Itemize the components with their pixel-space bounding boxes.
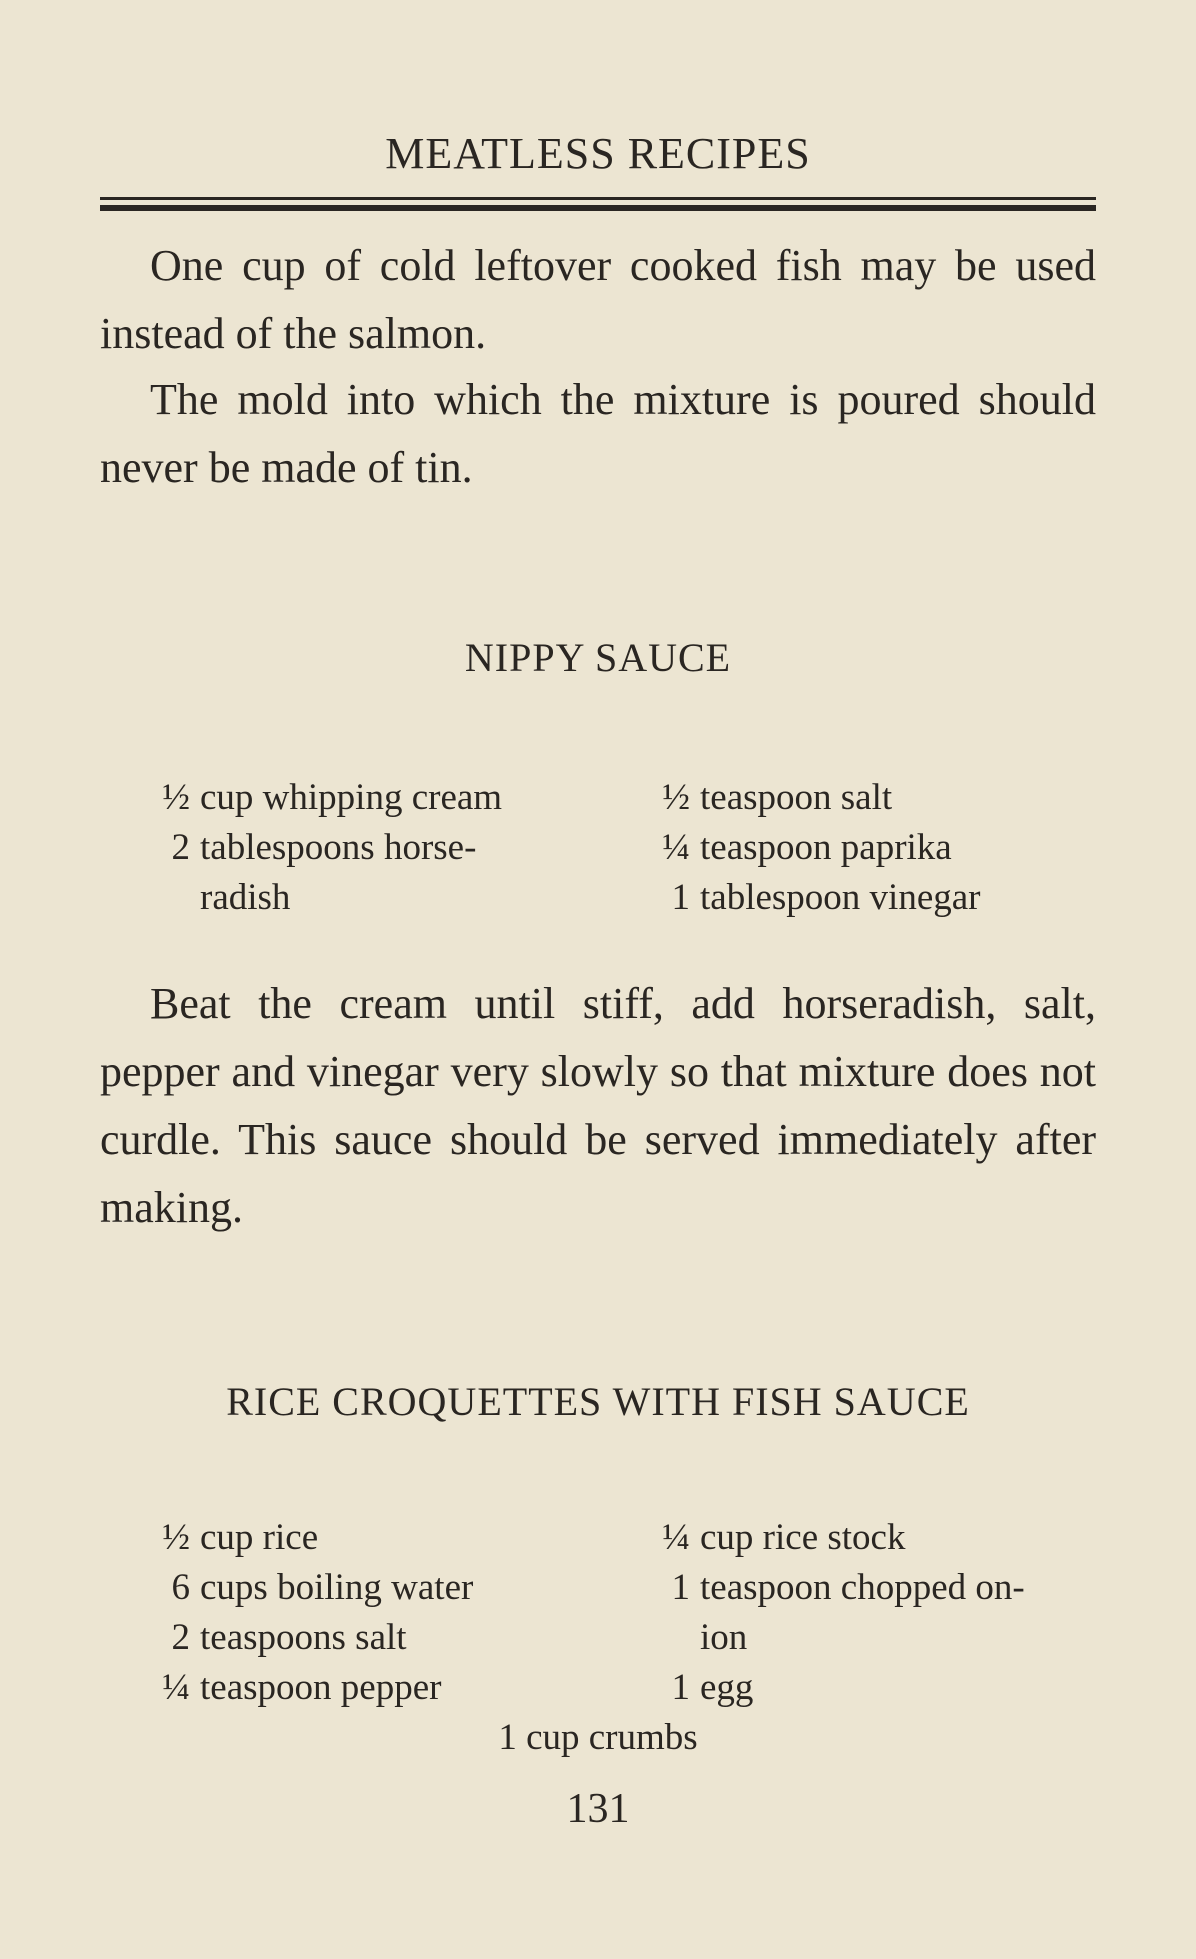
ingredient-item <box>640 1663 753 1713</box>
ingredient-item <box>140 773 502 823</box>
recipe-title-rice-croquettes: RICE CROQUETTES WITH FISH SAUCE <box>226 1379 970 1424</box>
ingredient-qty: 1 <box>671 877 690 918</box>
ingredient-text: cups boiling water <box>200 1567 474 1608</box>
ingredient-text: teaspoon pepper <box>200 1667 442 1708</box>
ingredient-text: teaspoons salt <box>200 1617 407 1658</box>
ingredient-qty: 1 <box>671 1667 690 1708</box>
ingredient-qty: ½ <box>162 1517 190 1558</box>
ingredient-item <box>640 773 892 823</box>
header-rule-thick <box>100 205 1096 211</box>
ingredient-text: ion <box>700 1617 748 1658</box>
method-text: Beat the cream until stiff, add horseradish, salt, pepper and vinegar very slowly so that mixture does not curdle. This sauce should be served immediately after making. <box>100 979 1096 1232</box>
ingredient-text: teaspoon chopped on- <box>700 1567 1025 1608</box>
ingredient-qty: ½ <box>662 777 690 818</box>
ingredient-item <box>140 1613 407 1663</box>
ingredient-qty: ¼ <box>662 827 690 868</box>
ingredient-qty: 2 <box>171 827 190 868</box>
ingredient-item <box>640 1563 1025 1613</box>
intro-paragraph-1-text: One cup of cold leftover cooked fish may be used instead of the salmon. <box>100 241 1096 358</box>
ingredient-item <box>640 1513 905 1563</box>
ingredient-item-centered: 1 cup crumbs <box>498 1717 698 1758</box>
ingredient-item <box>640 1613 747 1663</box>
method-paragraph-nippy-sauce <box>100 970 1096 1242</box>
ingredient-item <box>640 873 981 923</box>
ingredient-item <box>640 823 952 873</box>
ingredient-qty: 2 <box>171 1617 190 1658</box>
intro-paragraph-1 <box>100 232 1096 368</box>
ingredient-text: cup rice <box>200 1517 319 1558</box>
ingredient-text: radish <box>200 877 291 918</box>
ingredient-text: cup rice stock <box>700 1517 906 1558</box>
ingredient-item <box>140 1663 441 1713</box>
running-head: MEATLESS RECIPES <box>385 129 811 178</box>
ingredient-item <box>140 1513 318 1563</box>
page-number: 131 <box>566 1786 630 1832</box>
ingredient-qty: ¼ <box>662 1517 690 1558</box>
header-rule-thin <box>100 197 1096 200</box>
ingredient-text: tablespoons horse- <box>200 827 477 868</box>
ingredient-item <box>140 823 476 873</box>
ingredient-text: cup whipping cream <box>200 777 503 818</box>
ingredient-text: egg <box>700 1667 754 1708</box>
intro-paragraph-2 <box>100 366 1096 502</box>
ingredient-item <box>140 1563 473 1613</box>
recipe-title-nippy-sauce: NIPPY SAUCE <box>464 635 732 680</box>
ingredient-qty: ¼ <box>162 1667 190 1708</box>
ingredient-qty: ½ <box>162 777 190 818</box>
ingredient-item <box>140 873 290 923</box>
ingredient-text: tablespoon vinegar <box>700 877 981 918</box>
ingredient-qty: 1 <box>671 1567 690 1608</box>
ingredient-text: teaspoon salt <box>700 777 893 818</box>
ingredient-text: teaspoon paprika <box>700 827 952 868</box>
ingredient-qty: 6 <box>171 1567 190 1608</box>
intro-paragraph-2-text: The mold into which the mixture is poured should never be made of tin. <box>100 375 1096 492</box>
